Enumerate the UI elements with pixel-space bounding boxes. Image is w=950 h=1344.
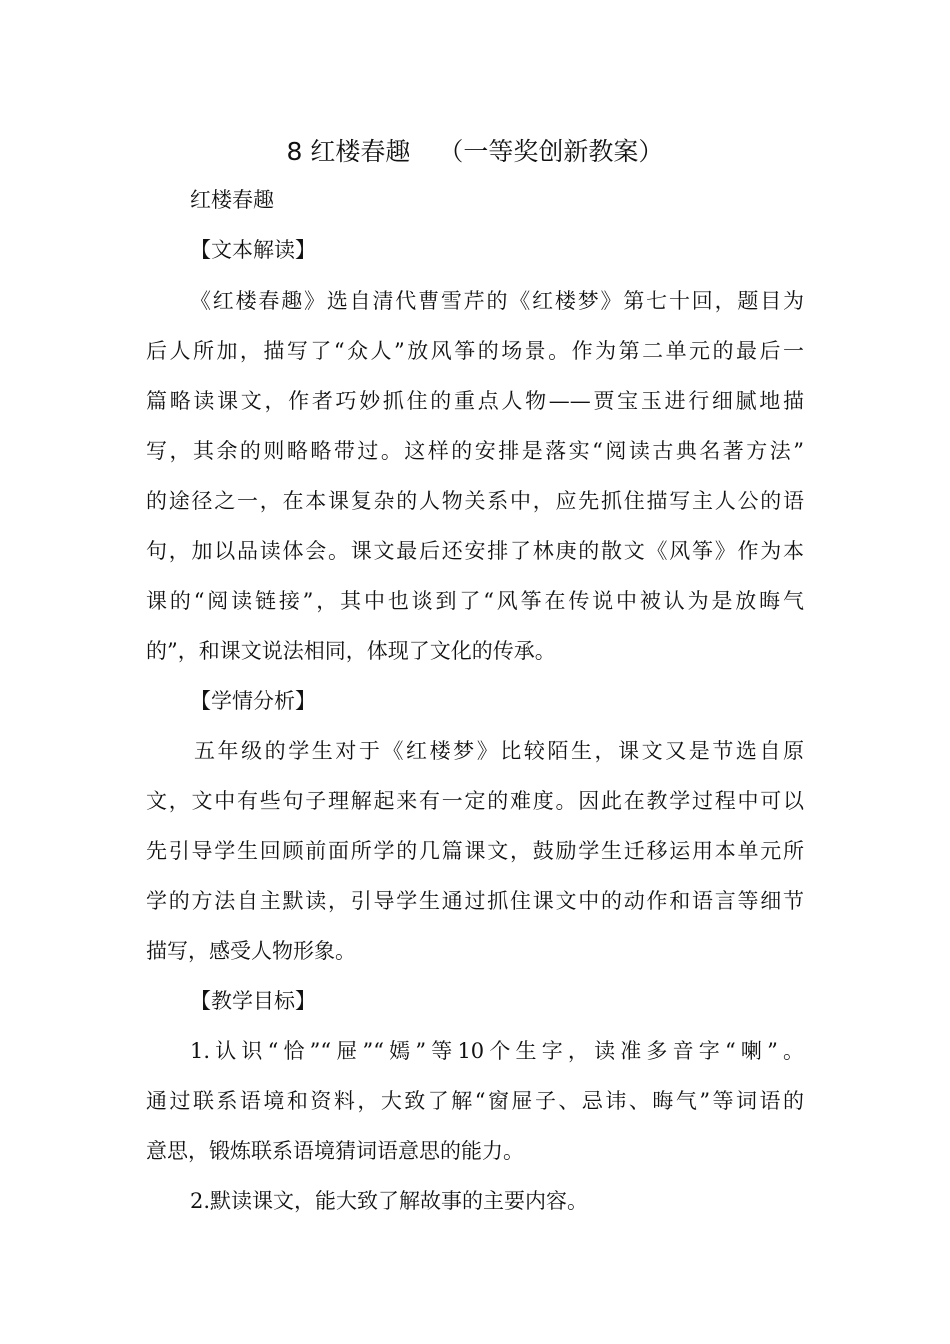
goal-line: 意思，锻炼联系语境猜词语意思的能力。 — [146, 1139, 524, 1163]
section-heading-analysis: 【学情分析】 — [190, 689, 316, 713]
subtitle: 红楼春趣 — [190, 188, 274, 212]
award-note: （一等奖创新教案） — [438, 137, 664, 166]
paragraph-line: 先引导学生回顾前面所学的几篇课文，鼓励学生迁移运用本单元所 — [146, 839, 804, 863]
section-heading-reading: 【文本解读】 — [190, 238, 316, 262]
paragraph-line: 文，文中有些句子理解起来有一定的难度。因此在教学过程中可以 — [146, 789, 804, 813]
paragraph-line: 句，加以品读体会。课文最后还安排了林庚的散文《风筝》作为本 — [146, 539, 804, 563]
paragraph-line: 后人所加，描写了“众人”放风筝的场景。作为第二单元的最后一 — [146, 339, 804, 363]
paragraph-line: 学的方法自主默读，引导学生通过抓住课文中的动作和语言等细节 — [146, 889, 804, 913]
paragraph-line: 篇略读课文，作者巧妙抓住的重点人物——贾宝玉进行细腻地描 — [146, 389, 804, 413]
goal-line: 1.认识“恰”“屉”“嫣”等10个生字，读准多音字“喇”。 — [190, 1039, 804, 1063]
lesson-title: 红楼春趣 — [310, 137, 411, 166]
paragraph-line: 写，其余的则略略带过。这样的安排是落实“阅读古典名著方法” — [146, 439, 804, 463]
document-title — [0, 132, 950, 172]
paragraph-line: 的途径之一，在本课复杂的人物关系中，应先抓住描写主人公的语 — [146, 489, 804, 513]
paragraph-line: 五年级的学生对于《红楼梦》比较陌生，课文又是节选自原 — [194, 739, 804, 763]
paragraph-line: 《红楼春趣》选自清代曹雪芹的《红楼梦》第七十回，题目为 — [190, 289, 804, 313]
goal-line: 2.默读课文，能大致了解故事的主要内容。 — [190, 1189, 589, 1213]
goal-line: 通过联系语境和资料，大致了解“窗屉子、忌讳、晦气”等词语的 — [146, 1089, 804, 1113]
paragraph-line: 的”，和课文说法相同，体现了文化的传承。 — [146, 639, 556, 663]
paragraph-line: 描写，感受人物形象。 — [146, 939, 356, 963]
paragraph-line: 课的“阅读链接”，其中也谈到了“风筝在传说中被认为是放晦气 — [146, 589, 804, 613]
section-heading-goals: 【教学目标】 — [190, 989, 316, 1013]
lesson-number: 8 — [286, 137, 303, 166]
